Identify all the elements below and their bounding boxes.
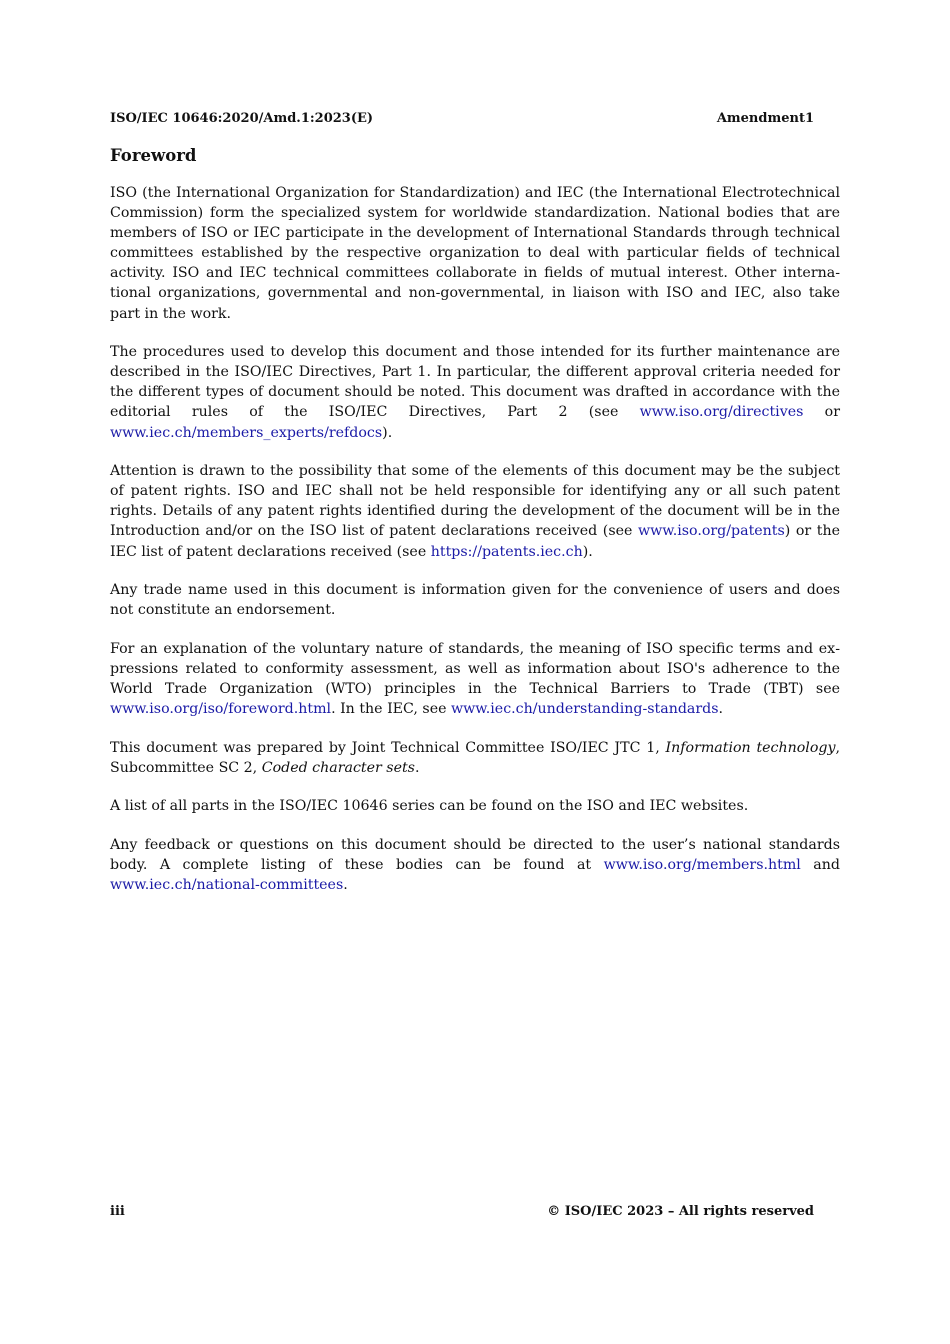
paragraph-parts-list: A list of all parts in the ISO/IEC 10646 series can be found on the ISO and IEC websites. [110,798,749,815]
link-iec-refdocs[interactable]: www.iec.ch/members_experts/refdocs [110,424,383,441]
link-iso-foreword[interactable]: www.iso.org/iso/foreword.html [110,701,332,718]
link-iec-patents[interactable]: https://patents.iec.ch [430,543,583,560]
paragraph-organizations: ISO (the International Organization for Standardization) and IEC (the International Electrotechnical Commission) form the specialized system for worldwide standardization. National bodies that are members of ISO or IEC participate in the development of International Standards through technical committees established by the respective organization to deal with particular fields of technical activity. ISO and IEC technical committees collaborate in fields of mutual interest. Other international organizations, governmental and non-governmental, in liaison with ISO and IEC, also take part in the work. [110,185,840,322]
paragraph-procedures: The procedures used to develop this document and those intended for its further maintenance are described in the ISO/IEC Directives, Part 1. In particular, the different approval criteria needed for the different types of document should be noted. This document was drafted in accordance with the editorial rules of the ISO/IEC Directives, Part 2 (see www.iso.org/directives or www.iec.ch/members_experts/refdocs). [110,344,840,441]
document-id: ISO/IEC 10646:2020/Amd.1:2023(E) [110,111,374,126]
paragraph-prepared-by: This document was prepared by Joint Technical Committee ISO/IEC JTC 1, Information technology, Subcommittee SC 2, Coded character sets. [110,739,840,776]
page-number: iii [110,1204,125,1219]
page-title: Foreword [110,146,197,165]
paragraph-patents: Attention is drawn to the possibility that some of the elements of this document may be the subject of patent rights. ISO and IEC shall not be held responsible for identifying any or all such patent rights. Details of any patent rights identified during the development of the document will be in the Introduction and/or on the ISO list of patent declarations received (see www.iso.org/patents) or the IEC list of patent declarations received (see https://patents.iec.ch). [110,463,841,560]
link-iso-members[interactable]: www.iso.org/members.html [603,857,801,874]
paragraph-voluntary-nature: For an explanation of the voluntary nature of standards, the meaning of ISO specific terms and expressions related to conformity assessment, as well as information about ISO's adherence to the World Trade Organization (WTO) principles in the Technical Barriers to Trade (TBT) see www.iso.org/iso/foreword.html. In the IEC, see www.iec.ch/understanding-standards. [110,640,840,718]
link-iso-directives[interactable]: www.iso.org/directives [639,404,804,421]
amendment-label: Amendment1 [716,111,814,126]
foreword-body [110,183,840,914]
page-footer [110,1204,814,1219]
paragraph-trade-name: Any trade name used in this document is information given for the convenience of users and does not constitute an endorsement. [110,582,840,619]
paragraph-feedback: Any feedback or questions on this document should be directed to the user’s national standards body. A complete listing of these bodies can be found at www.iso.org/members.html and www.iec.ch/national-committees. [110,836,840,894]
link-iec-understanding-standards[interactable]: www.iec.ch/understanding-standards [451,701,719,718]
page-header [110,111,814,126]
link-iso-patents[interactable]: www.iso.org/patents [637,523,785,540]
copyright-notice: © ISO/IEC 2023 – All rights reserved [547,1204,814,1219]
link-iec-national-committees[interactable]: www.iec.ch/national-committees [110,877,344,894]
